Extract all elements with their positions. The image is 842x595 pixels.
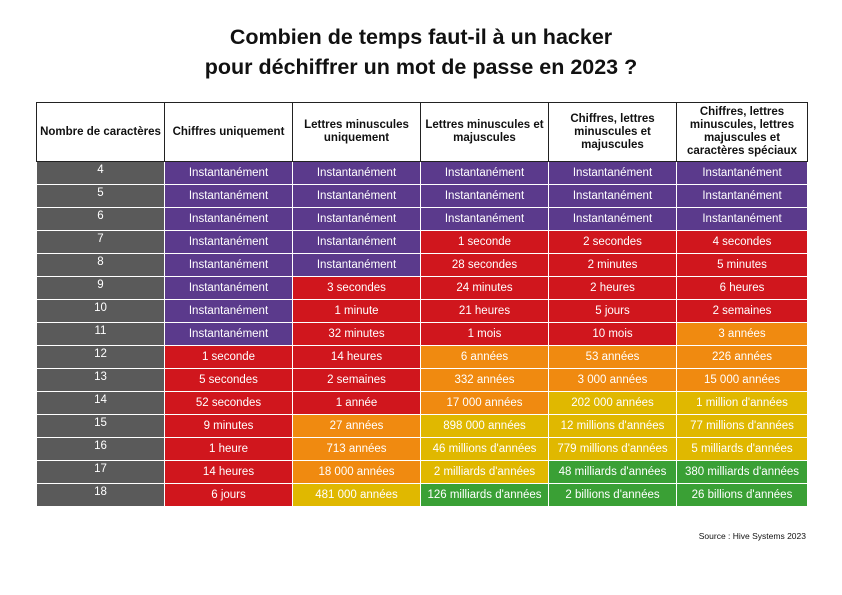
crack-time-cell: 202 000 années <box>549 392 677 415</box>
crack-time-cell: Instantanément <box>421 185 549 208</box>
crack-time-cell: Instantanément <box>293 231 421 254</box>
crack-time-cell: 3 000 années <box>549 369 677 392</box>
crack-time-cell: 3 secondes <box>293 277 421 300</box>
char-count-cell: 6 <box>37 208 165 231</box>
crack-time-cell: 4 secondes <box>677 231 808 254</box>
header-lowercase-only: Lettres minuscules uniquement <box>293 103 421 162</box>
crack-time-cell: 898 000 années <box>421 415 549 438</box>
crack-time-cell: 5 milliards d'années <box>677 438 808 461</box>
crack-time-cell: 14 heures <box>165 461 293 484</box>
table-row <box>37 438 808 461</box>
crack-time-cell: Instantanément <box>165 277 293 300</box>
crack-time-cell: Instantanément <box>293 162 421 185</box>
header-digits-lower-upper: Chiffres, lettres minuscules et majuscules <box>549 103 677 162</box>
char-count-cell: 7 <box>37 231 165 254</box>
crack-time-cell: 28 secondes <box>421 254 549 277</box>
crack-time-cell: Instantanément <box>421 208 549 231</box>
crack-time-cell: Instantanément <box>165 254 293 277</box>
crack-time-cell: 5 jours <box>549 300 677 323</box>
table-row <box>37 392 808 415</box>
crack-time-cell: Instantanément <box>165 162 293 185</box>
crack-time-cell: 48 milliards d'années <box>549 461 677 484</box>
crack-time-cell: 2 minutes <box>549 254 677 277</box>
char-count-cell: 16 <box>37 438 165 461</box>
source-note: Source : Hive Systems 2023 <box>698 531 806 541</box>
crack-time-cell: 9 minutes <box>165 415 293 438</box>
table-row <box>37 208 808 231</box>
crack-time-cell: Instantanément <box>165 231 293 254</box>
crack-time-cell: Instantanément <box>549 208 677 231</box>
char-count-cell: 9 <box>37 277 165 300</box>
crack-time-cell: 5 secondes <box>165 369 293 392</box>
crack-time-cell: Instantanément <box>165 300 293 323</box>
crack-time-cell: 17 000 années <box>421 392 549 415</box>
crack-time-cell: 226 années <box>677 346 808 369</box>
crack-time-cell: 2 billions d'années <box>549 484 677 507</box>
password-crack-time-table <box>36 102 808 507</box>
crack-time-cell: Instantanément <box>293 254 421 277</box>
table-row <box>37 231 808 254</box>
crack-time-cell: 332 années <box>421 369 549 392</box>
crack-time-cell: 713 années <box>293 438 421 461</box>
crack-time-cell: Instantanément <box>165 208 293 231</box>
chart-title <box>0 22 842 82</box>
crack-time-cell: 26 billions d'années <box>677 484 808 507</box>
char-count-cell: 17 <box>37 461 165 484</box>
crack-time-cell: 1 mois <box>421 323 549 346</box>
table-row <box>37 346 808 369</box>
crack-time-cell: 14 heures <box>293 346 421 369</box>
header-all-with-special: Chiffres, lettres minuscules, lettres majuscules et caractères spéciaux <box>677 103 808 162</box>
crack-time-cell: 779 millions d'années <box>549 438 677 461</box>
crack-time-cell: 18 000 années <box>293 461 421 484</box>
crack-time-cell: 27 années <box>293 415 421 438</box>
crack-time-cell: 6 années <box>421 346 549 369</box>
crack-time-cell: Instantanément <box>677 185 808 208</box>
crack-time-cell: 2 milliards d'années <box>421 461 549 484</box>
table-row <box>37 323 808 346</box>
crack-time-cell: 77 millions d'années <box>677 415 808 438</box>
table-row <box>37 484 808 507</box>
crack-time-cell: 3 années <box>677 323 808 346</box>
header-row <box>37 103 808 162</box>
crack-time-cell: Instantanément <box>677 162 808 185</box>
title-line-1: Combien de temps faut-il à un hacker <box>229 25 613 49</box>
header-digits-only: Chiffres uniquement <box>165 103 293 162</box>
char-count-cell: 12 <box>37 346 165 369</box>
crack-time-cell: 2 heures <box>549 277 677 300</box>
crack-time-cell: 10 mois <box>549 323 677 346</box>
header-char-count: Nombre de caractères <box>37 103 165 162</box>
crack-time-cell: 1 seconde <box>165 346 293 369</box>
crack-time-cell: 52 secondes <box>165 392 293 415</box>
crack-time-cell: Instantanément <box>165 323 293 346</box>
crack-time-cell: 1 minute <box>293 300 421 323</box>
table-row <box>37 254 808 277</box>
crack-time-cell: 126 milliards d'années <box>421 484 549 507</box>
char-count-cell: 4 <box>37 162 165 185</box>
char-count-cell: 8 <box>37 254 165 277</box>
crack-time-cell: 1 heure <box>165 438 293 461</box>
crack-time-cell: Instantanément <box>293 185 421 208</box>
crack-time-cell: 1 seconde <box>421 231 549 254</box>
crack-time-cell: 380 milliards d'années <box>677 461 808 484</box>
crack-time-cell: 1 année <box>293 392 421 415</box>
table-row <box>37 369 808 392</box>
table-row <box>37 277 808 300</box>
crack-time-cell: Instantanément <box>549 162 677 185</box>
char-count-cell: 5 <box>37 185 165 208</box>
crack-time-cell: 24 minutes <box>421 277 549 300</box>
crack-time-cell: Instantanément <box>421 162 549 185</box>
title-line-2: pour déchiffrer un mot de passe en 2023 ? <box>204 55 638 79</box>
header-lower-upper: Lettres minuscules et majuscules <box>421 103 549 162</box>
crack-time-cell: Instantanément <box>165 185 293 208</box>
crack-time-cell: 21 heures <box>421 300 549 323</box>
crack-time-cell: 2 secondes <box>549 231 677 254</box>
char-count-cell: 14 <box>37 392 165 415</box>
char-count-cell: 18 <box>37 484 165 507</box>
crack-time-cell: 12 millions d'années <box>549 415 677 438</box>
crack-time-cell: 32 minutes <box>293 323 421 346</box>
table-row <box>37 300 808 323</box>
table-row <box>37 185 808 208</box>
crack-time-cell: 6 jours <box>165 484 293 507</box>
table-row <box>37 415 808 438</box>
char-count-cell: 13 <box>37 369 165 392</box>
char-count-cell: 15 <box>37 415 165 438</box>
crack-time-cell: 1 million d'années <box>677 392 808 415</box>
crack-time-cell: 15 000 années <box>677 369 808 392</box>
crack-time-cell: 2 semaines <box>677 300 808 323</box>
table-row <box>37 162 808 185</box>
char-count-cell: 11 <box>37 323 165 346</box>
crack-time-cell: 6 heures <box>677 277 808 300</box>
crack-time-cell: 53 années <box>549 346 677 369</box>
crack-time-cell: 5 minutes <box>677 254 808 277</box>
crack-time-cell: Instantanément <box>293 208 421 231</box>
crack-time-cell: 46 millions d'années <box>421 438 549 461</box>
char-count-cell: 10 <box>37 300 165 323</box>
crack-time-cell: 2 semaines <box>293 369 421 392</box>
crack-time-cell: Instantanément <box>677 208 808 231</box>
crack-time-cell: Instantanément <box>549 185 677 208</box>
crack-time-cell: 481 000 années <box>293 484 421 507</box>
table-row <box>37 461 808 484</box>
table-body <box>37 162 808 507</box>
